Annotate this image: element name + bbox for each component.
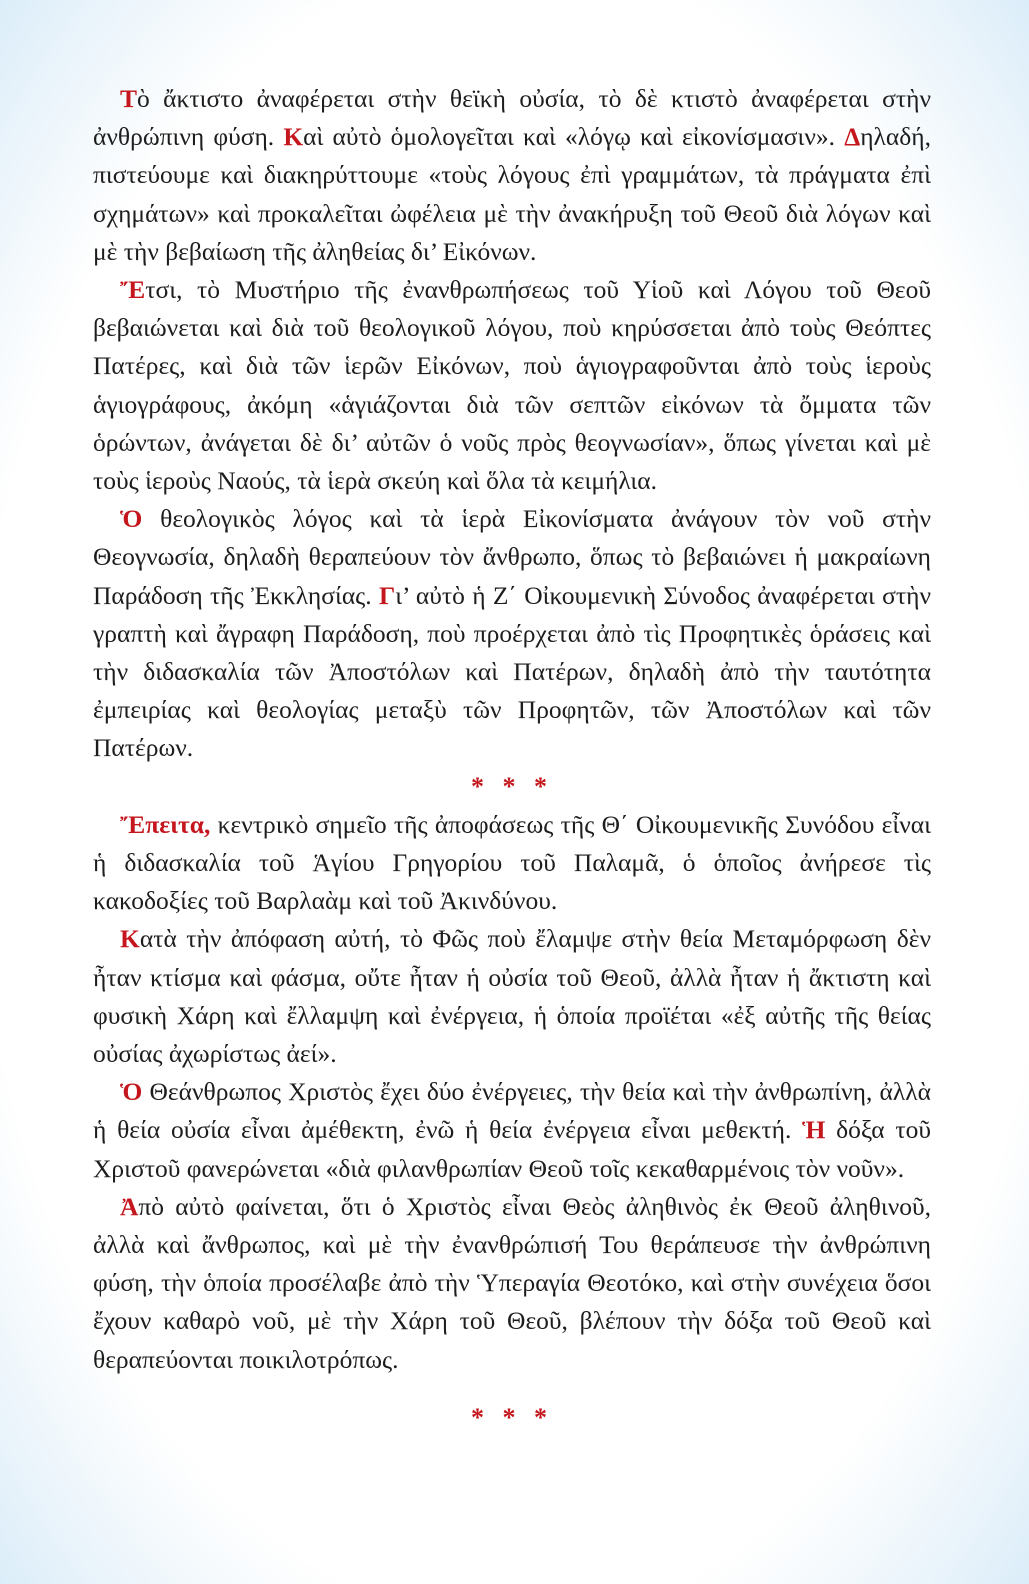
paragraph-2 [93, 271, 931, 500]
text-run: πὸ αὐτὸ φαίνεται, ὅτι ὁ Χριστὸς εἶναι Θεὸς ἀληθινὸς ἐκ Θεοῦ ἀληθινοῦ, ἀλλὰ καὶ ἄνθρωπος, καὶ μὲ τὴν ἐνανθρώπισή Του θεράπευσε τὴν ἀνθρώπινη φύση, τὴν ὁποία προσέλαβε ἀπὸ τὴν Ὑπεραγία Θεοτόκο, καὶ στὴν συνέχεια ὅσοι ἔχουν καθαρὸ νοῦ, μὲ τὴν Χάρη τοῦ Θεοῦ, βλέπουν τὴν δόξα τοῦ Θεοῦ καὶ θεραπεύονται ποικιλοτρόπως. [93, 1191, 931, 1374]
text-run: ὸ ἄκτιστο ἀναφέρεται στὴν θεϊκὴ οὐσία, τὸ δὲ κτιστὸ ἀναφέρεται στὴν ἀνθρώπινη φύση. [93, 84, 931, 152]
drop-initial: Ἀ [120, 1191, 139, 1221]
paragraph-5 [93, 920, 931, 1073]
paragraph-1 [93, 80, 931, 271]
text-run: Θεάνθρωπος Χριστὸς ἔχει δύο ἐνέργειες, τὴν θεία καὶ τὴν ἀνθρωπίνη, ἀλλὰ ἡ θεία οὐσία εἶναι ἀμέθεκτη, ἐνῶ ἡ θεία ἐνέργεια εἶναι μεθεκτή. [93, 1077, 931, 1145]
text-run: ι’ αὐτὸ ἡ Ζ΄ Οἰκουμενικὴ Σύνοδος ἀναφέρεται στὴν γραπτὴ καὶ ἄγραφη Παράδοση, ποὺ προέρχεται ἀπὸ τὶς Προφητικὲς ὁράσεις καὶ τὴν διδασκαλία τῶν Ἀποστόλων καὶ Πατέρων, δηλαδὴ ἀπὸ τὴν ταυτότητα ἐμπειρίας καὶ θεολογίας μεταξὺ τῶν Προφητῶν, τῶν Ἀποστόλων καὶ τῶν Πατέρων. [93, 580, 931, 763]
paragraph-4 [93, 806, 931, 921]
drop-initial: Ὁ [120, 1077, 143, 1107]
drop-initial-word: Ἔπειτα, [120, 809, 211, 839]
drop-initial: Τ [120, 84, 138, 113]
drop-initial: Κ [120, 924, 140, 954]
sentence-initial: Δ [844, 122, 861, 152]
text-run: κεντρικὸ σημεῖο τῆς ἀποφάσεως τῆς Θ΄ Οἰκουμενικῆς Συνόδου εἶναι ἡ διδασκαλία τοῦ Ἁγίου Γρηγορίου τοῦ Παλαμᾶ, ὁ ὁποῖος ἀνήρεσε τὶς κακοδοξίες τοῦ Βαρλαὰμ καὶ τοῦ Ἀκινδύνου. [93, 809, 931, 916]
drop-initial: Ὁ [120, 504, 143, 534]
text-run: θεολογικὸς λόγος καὶ τὰ ἱερὰ Εἰκονίσματα ἀνάγουν τὸν νοῦ στὴν Θεογνωσία, δηλαδὴ θεραπεύουν τὸν ἄνθρωπο, ὅπως τὸ βεβαιώνει ἡ μακραίωνη Παράδοση τῆς Ἐκκλησίας. [93, 504, 931, 610]
sentence-initial: Ἡ [802, 1115, 826, 1145]
paragraph-7 [93, 1188, 931, 1379]
text-run: δόξα τοῦ Χριστοῦ φανερώνεται «διὰ φιλανθρωπίαν Θεοῦ τοῖς κεκαθαρμένοις τὸν νοῦν». [93, 1115, 931, 1183]
paragraph-3 [93, 500, 931, 767]
text-run: τσι, τὸ Μυστήριο τῆς ἐνανθρωπήσεως τοῦ Υἱοῦ καὶ Λόγου τοῦ Θεοῦ βεβαιώνεται καὶ διὰ τοῦ θεολογικοῦ λόγου, ποὺ κηρύσσεται ἀπὸ τοὺς Θεόπτες Πατέρες, καὶ διὰ τῶν ἱερῶν Εἰκόνων, ποὺ ἁγιογραφοῦνται ἀπὸ τοὺς ἱεροὺς ἁγιογράφους, ἀκόμη «ἁγιάζονται διὰ τῶν σεπτῶν εἰκόνων τὰ ὄμματα τῶν ὁρώντων, ἀνάγεται δὲ δι’ αὐτῶν ὁ νοῦς πρὸς θεογνωσίαν», ὅπως γίνεται καὶ μὲ τοὺς ἱεροὺς Ναούς, τὰ ἱερὰ σκεύη καὶ ὅλα τὰ κειμήλια. [93, 275, 931, 496]
text-run: ηλαδή, πιστεύουμε καὶ διακηρύττουμε «τοὺς λόγους ἐπὶ γραμμάτων, τὰ πράγματα ἐπὶ σχημάτων» καὶ προκαλεῖται ὠφέλεια μὲ τὴν ἀνακήρυξη τοῦ Θεοῦ διὰ λόγων καὶ μὲ τὴν βεβαίωση τῆς ἀληθείας δι’ Εἰκόνων. [93, 122, 931, 266]
sentence-initial: Κ [283, 122, 304, 152]
text-run: αὶ αὐτὸ ὁμολογεῖται καὶ «λόγῳ καὶ εἰκονίσμασιν». [303, 122, 845, 152]
closing-divider-stars: * * * [471, 1402, 553, 1432]
paragraph-6 [93, 1073, 931, 1188]
page-text [93, 80, 931, 1437]
drop-initial: Ἔ [120, 275, 146, 305]
sentence-initial: Γ [378, 580, 396, 610]
text-run: ατὰ τὴν ἀπόφαση αὐτή, τὸ Φῶς ποὺ ἔλαμψε στὴν θεία Μεταμόρφωση δὲν ἦταν κτίσμα καὶ φάσμα, οὔτε ἦταν ἡ οὐσία τοῦ Θεοῦ, ἀλλὰ ἦταν ἡ ἄκτιστη καὶ φυσικὴ Χάρη καὶ ἔλλαμψη καὶ ἐνέργεια, ἡ ὁποία προϊέται «ἐξ αὐτῆς τῆς θείας οὐσίας ἀχωρίστως ἀεί». [93, 924, 931, 1069]
section-divider-stars: * * * [471, 771, 553, 801]
